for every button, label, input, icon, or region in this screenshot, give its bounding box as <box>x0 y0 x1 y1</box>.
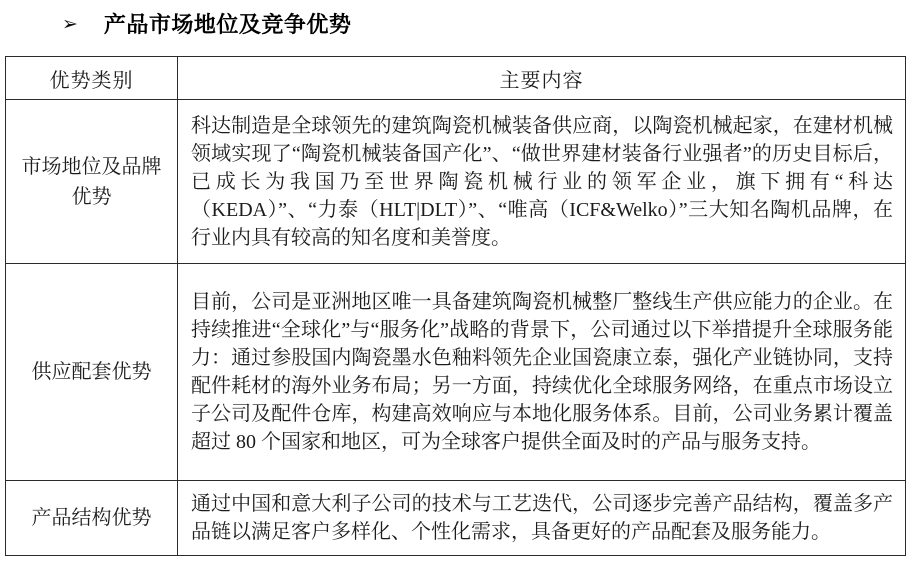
arrow-bullet-icon: ➢ <box>62 14 78 35</box>
category-cell-supply-support: 供应配套优势 <box>6 264 178 481</box>
table-row-product-structure <box>6 481 906 556</box>
section-heading <box>62 10 910 40</box>
advantages-table <box>5 56 906 556</box>
table-row-market-position <box>6 100 906 264</box>
content-cell-market-position: 科达制造是全球领先的建筑陶瓷机械装备供应商，以陶瓷机械起家，在建材机械领域实现了“陶瓷机械装备国产化”、“做世界建材装备行业强者”的历史目标后，已成长为我国乃至世界陶瓷机械行业的领军企业，旗下拥有“科达（KEDA）”、“力泰（HLT|DLT）”、“唯高（ICF&Welko）”三大知名陶机品牌，在行业内具有较高的知名度和美誉度。 <box>178 100 906 264</box>
content-cell-supply-support: 目前，公司是亚洲地区唯一具备建筑陶瓷机械整厂整线生产供应能力的企业。在持续推进“全球化”与“服务化”战略的背景下，公司通过以下举措提升全球服务能力：通过参股国内陶瓷墨水色釉料领先企业国瓷康立泰，强化产业链协同，支持配件耗材的海外业务布局；另一方面，持续优化全球服务网络，在重点市场设立子公司及配件仓库，构建高效响应与本地化服务体系。目前，公司业务累计覆盖超过 80 个国家和地区，可为全球客户提供全面及时的产品与服务支持。 <box>178 264 906 481</box>
content-cell-product-structure: 通过中国和意大利子公司的技术与工艺迭代，公司逐步完善产品结构，覆盖多产品链以满足客户多样化、个性化需求，具备更好的产品配套及服务能力。 <box>178 481 906 556</box>
document-page <box>0 10 910 573</box>
header-content-cell: 主要内容 <box>178 57 906 100</box>
category-cell-product-structure: 产品结构优势 <box>6 481 178 556</box>
header-category-cell: 优势类别 <box>6 57 178 100</box>
table-header-row <box>6 57 906 100</box>
category-cell-market-position: 市场地位及品牌优势 <box>6 100 178 264</box>
table-row-supply-support <box>6 264 906 481</box>
section-title: 产品市场地位及竞争优势 <box>103 12 352 37</box>
